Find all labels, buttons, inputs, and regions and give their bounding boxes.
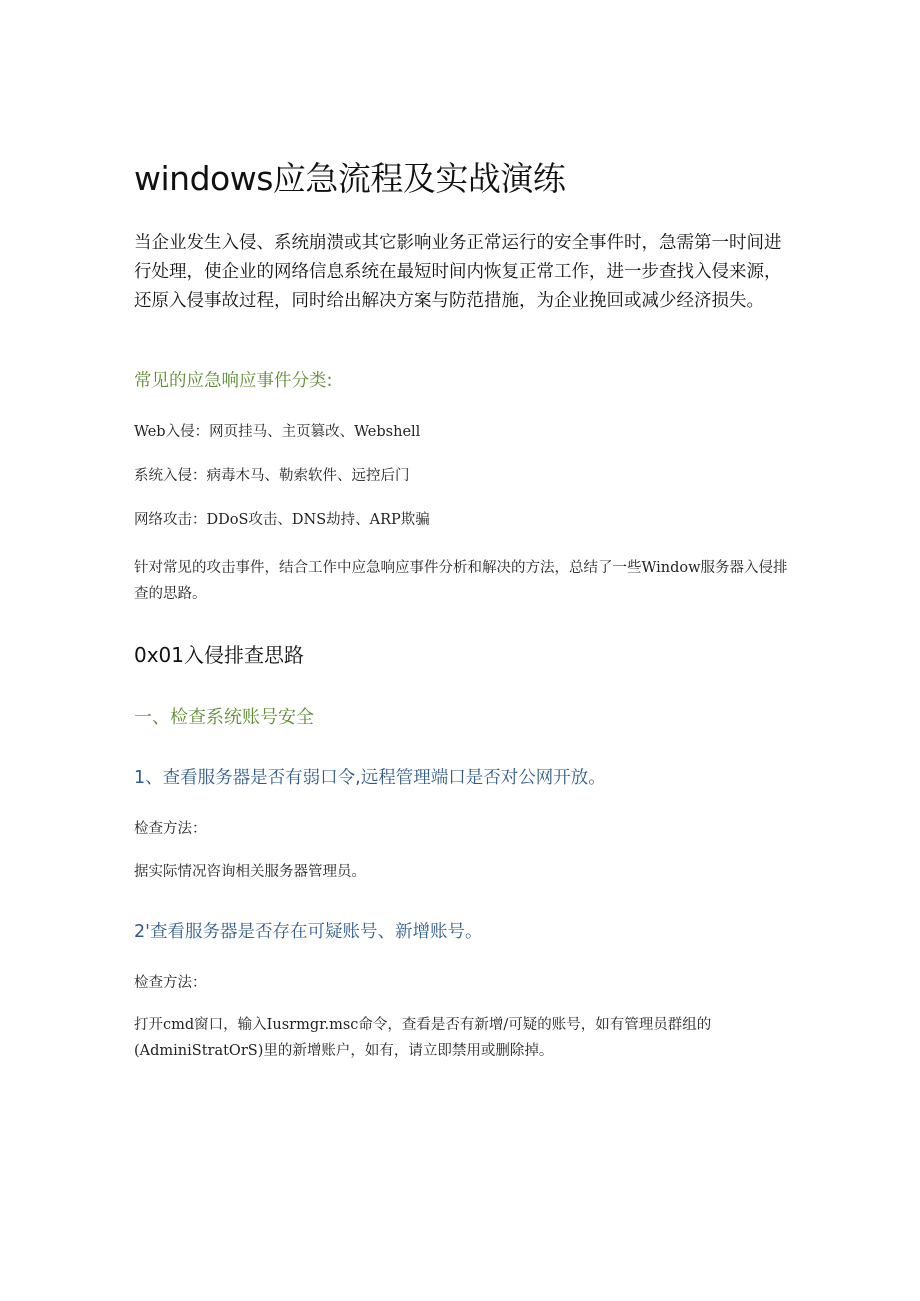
step2-heading: 2'查看服务器是否存在可疑账号、新增账号。 [134, 922, 483, 942]
step1-heading: 1、查看服务器是否有弱口令,远程管理端口是否对公网开放。 [134, 768, 606, 788]
category-item-web: Web入侵：网页挂马、主页篡改、Webshell [134, 424, 421, 440]
intro-paragraph: 当企业发生入侵、系统崩溃或其它影响业务正常运行的安全事件时，急需第一时间进行处理，使企业的网络信息系统在最短时间内恢复正常工作，进一步查找入侵来源，还原入侵事故过程，同时给出解决方案与防范措施，为企业挽回或减少经济损失。 [134, 233, 782, 311]
summary-paragraph: 针对常见的攻击事件，结合工作中应急响应事件分析和解决的方法，总结了一些Window服务器入侵排查的思路。 [134, 560, 788, 602]
section-title: 0x01入侵排查思路 [134, 643, 305, 667]
category-item-network: 网络攻击：DDoS攻击、DNS劫持、ARP欺骗 [134, 512, 430, 528]
categories-heading: 常见的应急响应事件分类: [134, 371, 333, 391]
step2-method: 打开cmd窗口，输入Iusrmgr.msc命令，查看是否有新增/可疑的账号，如有管理员群组的(AdminiStratOrS)里的新增账户，如有，请立即禁用或删除掉。 [134, 1017, 712, 1059]
step1-method-label: 检查方法： [134, 821, 207, 837]
document-title: windows应急流程及实战演练 [134, 159, 566, 198]
step1-method: 据实际情况咨询相关服务器管理员。 [134, 864, 366, 880]
category-item-system: 系统入侵：病毒木马、勒索软件、远控后门 [134, 468, 410, 484]
step2-method-label: 检查方法： [134, 975, 207, 991]
subsection-heading: 一、检查系统账号安全 [134, 707, 314, 728]
